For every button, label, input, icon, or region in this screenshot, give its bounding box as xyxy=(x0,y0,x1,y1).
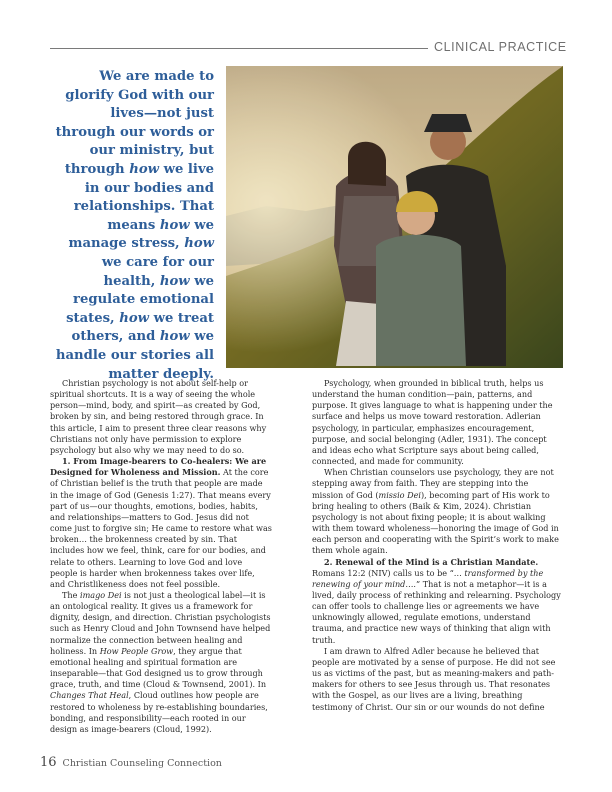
pull-quote-text-3: we manage stress, xyxy=(68,217,214,252)
page-footer xyxy=(40,751,222,770)
pull-quote-emphasis-2: how xyxy=(159,217,190,233)
photo-vignette xyxy=(226,66,563,368)
imago-dei-text-d: , Cloud outlines how people are restored to wholeness by re-establishing boundaries, bonding, and responsibility—each rooted in our design as image-bearers (Cloud, 1992). xyxy=(50,690,268,734)
pull-quote-text-1: We are made to glorify God with our lives—not just through our words or our ministry, but through xyxy=(55,69,214,177)
counselors-text-a: When Christian counselors use psychology, they are not stepping away from faith. They are stepping into the mission of God ( xyxy=(312,467,554,500)
paragraph-intro: Christian psychology is not about self-help or spiritual shortcuts. It is a way of seeing the whole person—mind, body, and spirit—as created by God, broken by sin, and being restored through grace. In this article, I aim to present three clear reasons why Christians not only have permission to explore psychology but also why we may need to do so. xyxy=(50,378,267,455)
photo-illustration xyxy=(226,66,563,368)
book-title-how-people-grow: How People Grow xyxy=(99,645,174,656)
paragraph-point-1-text: At the core of Christian belief is the truth that people are made in the image of God (Genesis 1:27). That means every part of us—our thoughts, emotions, bodies, habits, and relationships—matters to God. Jesus did not come just to forgive sin; He came to restore what was broken… the brokenness created by sin. That includes how we feel, think, care for our bodies, and relate to others. Learning to love God and love people is harder when brokenness takes over life, and Christlikeness does not feel possible. xyxy=(50,467,272,589)
pull-quote-emphasis-1: how xyxy=(129,161,159,177)
paragraph-imago-dei xyxy=(50,590,272,735)
imago-dei-text-b: is not just a theological label—it is an ontological reality. It gives us a framework for dignity, design, and direction. Christian psychologists such as Henry Cloud and John Townsend have helped normalize the connection between healing and holiness. In xyxy=(50,589,271,656)
heading-point-2: 2. Renewal of the Mind is a Christian Mandate. xyxy=(324,556,539,567)
pull-quote-text-7: we handle our stories all matter deeply. xyxy=(55,329,214,382)
pull-quote-emphasis-6: how xyxy=(159,329,190,345)
paragraph-psychology: Psychology, when grounded in biblical truth, helps us understand the human condition—pain, patterns, and purpose. It gives language to what is happening under the surface and helps us move toward restoration. Adlerian psychology, in particular, emphasizes encouragement, purpose, and social belonging (Adler, 1931). The concept and ideas echo what Scripture says about being called, connected, and made for community. xyxy=(312,378,553,467)
counselors-text-b: ), becoming part of His work to bring healing to others (Baik & Kim, 2024). Christian psychology is not about fixing people; it is about walking with them toward wholeness—honoring the image of God in each person and cooperating with the Spirit’s work to make them whole again. xyxy=(312,489,559,556)
paragraph-point-2 xyxy=(312,557,562,646)
page-number: 16 xyxy=(40,755,57,770)
pull-quote xyxy=(50,68,214,384)
missio-dei-term: missio Dei xyxy=(378,489,421,500)
pull-quote-emphasis-5: how xyxy=(119,310,149,326)
pull-quote-text-5: we regulate emotional states, xyxy=(66,273,214,326)
point-2-text-b: ” That is not a metaphor—it is a lived, daily process of rethinking and relearning. Psychology can offer tools to challenge lies or agreements we have unknowingly allowed, regulate emotions, understand trauma, and practice new ways of thinking that align with truth. xyxy=(312,578,561,645)
section-label: CLINICAL PRACTICE xyxy=(434,40,567,54)
family-outdoor-photo xyxy=(226,66,563,368)
pull-quote-text-6: we treat others, and xyxy=(71,310,214,345)
pull-quote-emphasis-4: how xyxy=(159,273,190,289)
point-2-text-a: Romans 12:2 (NIV) calls us to be “ xyxy=(312,567,454,578)
publication-name: Christian Counseling Connection xyxy=(62,758,222,769)
pull-quote-text-2: we live in our bodies and relationships. That means xyxy=(73,161,214,233)
pull-quote-text-4: we care for our health, xyxy=(101,254,214,289)
paragraph-point-1 xyxy=(50,456,272,590)
heading-point-1: 1. From Image-bearers to Co-healers: We are Designed for Wholeness and Mission. xyxy=(50,456,267,478)
imago-dei-term: imago Dei xyxy=(79,589,122,600)
scripture-quote: … transformed by the renewing of your mind…. xyxy=(312,567,544,589)
article-column-right xyxy=(312,378,562,713)
paragraph-adler: I am drawn to Alfred Adler because he believed that people are motivated by a sense of purpose. He did not see us as victims of the past, but as meaning-makers and path-makers for others to see Jesus through us. That resonates with the Gospel, as our lives are a living, breathing testimony of Christ. Our sin or our wounds do not define xyxy=(312,645,556,712)
imago-dei-text-c: , they argue that emotional healing and spiritual formation are inseparable—that God designed us to grow through grace, truth, and time (Cloud & Townsend, 2001). In xyxy=(50,645,267,690)
header-rule xyxy=(50,48,428,49)
imago-dei-text-a: The xyxy=(62,589,80,600)
paragraph-counselors xyxy=(312,467,562,556)
book-title-changes-that-heal: Changes That Heal xyxy=(50,690,129,701)
article-column-left xyxy=(50,378,272,735)
pull-quote-emphasis-3: how xyxy=(184,236,214,252)
